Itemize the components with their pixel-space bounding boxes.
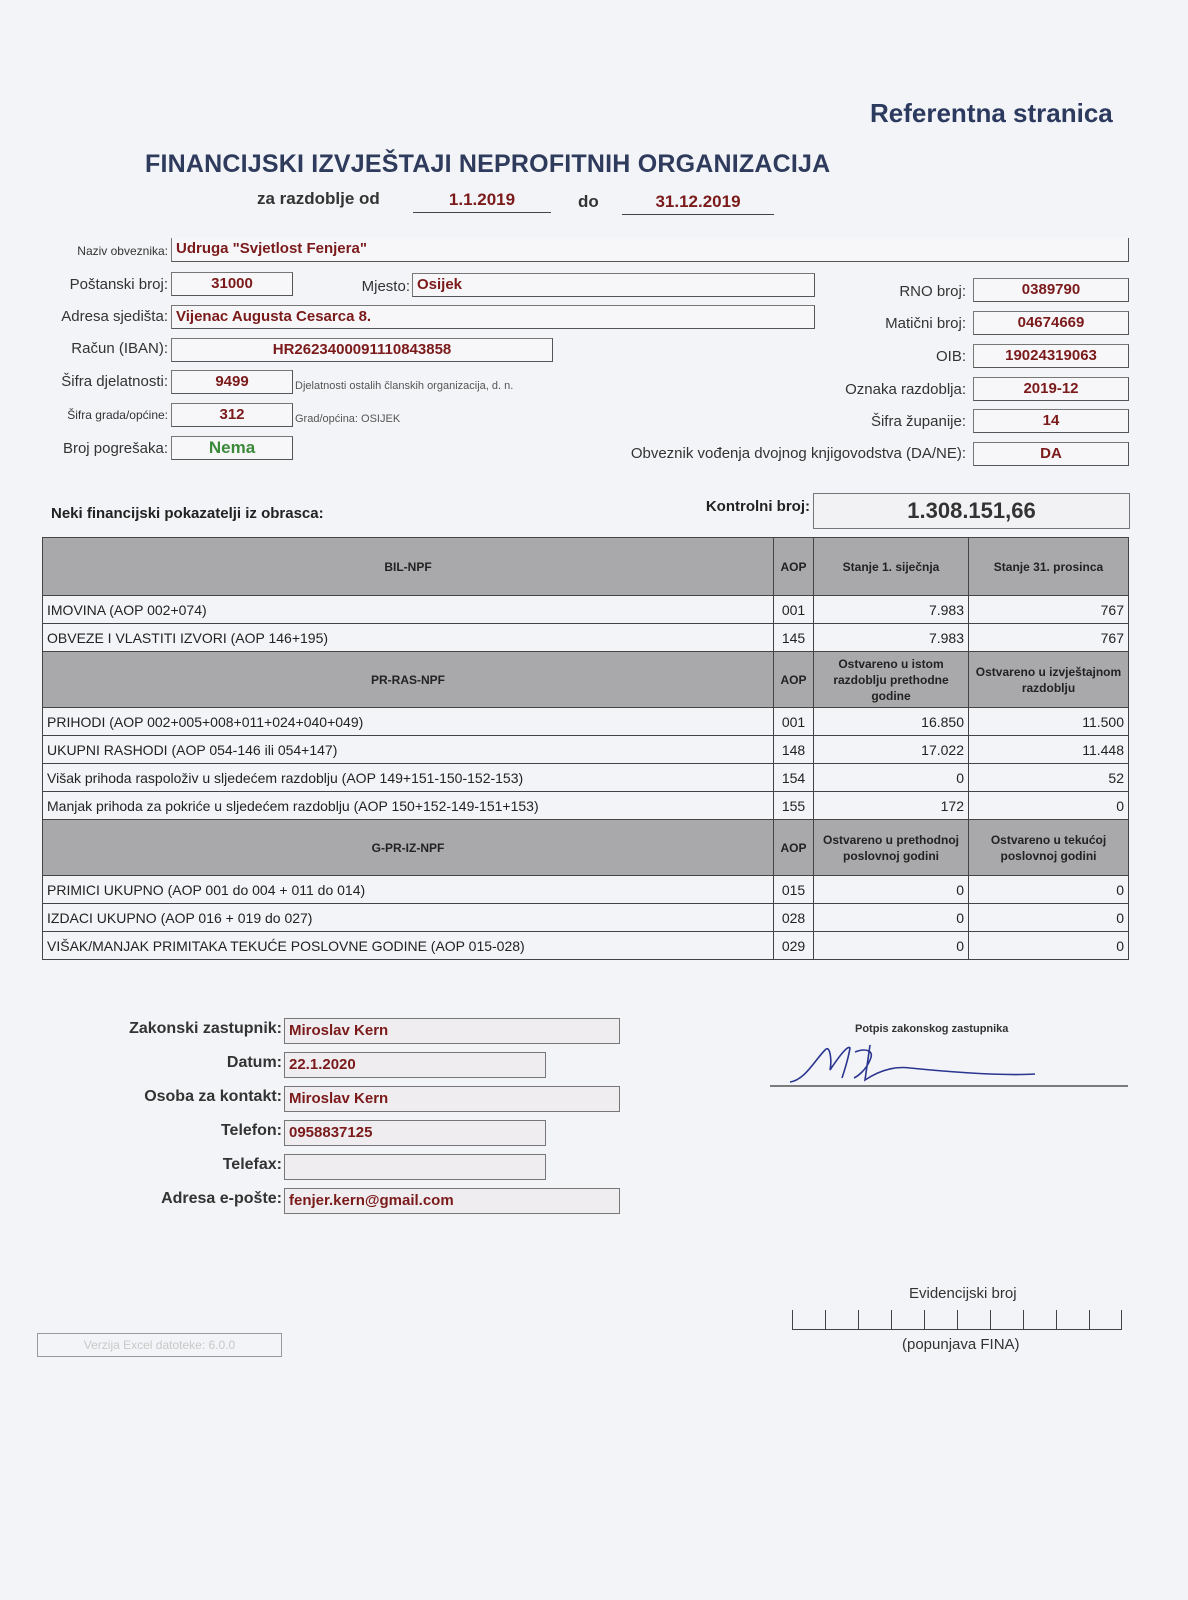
table-header-row <box>43 820 1129 876</box>
contact-field[interactable]: Miroslav Kern <box>284 1086 620 1112</box>
indicators-section-label: Neki financijski pokazatelji iz obrasca: <box>51 505 324 522</box>
mb-field[interactable]: 04674669 <box>973 311 1129 335</box>
col2-header: Ostvareno u izvještajnom razdoblju <box>969 652 1129 708</box>
name-label: Naziv obveznika: <box>77 244 168 258</box>
row-name: PRIMICI UKUPNO (AOP 001 do 004 + 011 do 014) <box>43 876 774 904</box>
signature-icon <box>770 1030 1130 1090</box>
table-row <box>43 624 1129 652</box>
row-aop: 148 <box>774 736 814 764</box>
row-value-1: 16.850 <box>814 708 969 736</box>
evid-note: (popunjava FINA) <box>902 1336 1020 1353</box>
phone-field[interactable]: 0958837125 <box>284 1120 546 1146</box>
rep-field[interactable]: Miroslav Kern <box>284 1018 620 1044</box>
table-row <box>43 736 1129 764</box>
col1-header: Ostvareno u istom razdoblju prethodne godine <box>814 652 969 708</box>
evid-label: Evidencijski broj <box>909 1285 1017 1302</box>
county-label: Šifra županije: <box>870 413 966 430</box>
email-label: Adresa e-pošte: <box>161 1190 282 1207</box>
col2-header: Stanje 31. prosinca <box>969 538 1129 596</box>
oib-field[interactable]: 19024319063 <box>973 344 1129 368</box>
row-name: Manjak prihoda za pokriće u sljedećem razdoblju (AOP 150+152-149-151+153) <box>43 792 774 820</box>
period-code-field[interactable]: 2019-12 <box>973 377 1129 401</box>
errors-label: Broj pogrešaka: <box>62 440 168 457</box>
city-field[interactable]: Osijek <box>412 273 815 297</box>
iban-field[interactable]: HR2623400091110843858 <box>171 338 553 362</box>
control-number-label: Kontrolni broj: <box>705 498 810 515</box>
row-aop: 029 <box>774 932 814 960</box>
table-row <box>43 708 1129 736</box>
row-name: IZDACI UKUPNO (AOP 016 + 019 do 027) <box>43 904 774 932</box>
table-row <box>43 904 1129 932</box>
email-field[interactable]: fenjer.kern@gmail.com <box>284 1188 620 1214</box>
col1-header: Stanje 1. siječnja <box>814 538 969 596</box>
row-aop: 028 <box>774 904 814 932</box>
aop-header: AOP <box>774 820 814 876</box>
city-code-field[interactable]: 312 <box>171 403 293 427</box>
table-row <box>43 876 1129 904</box>
row-value-1: 0 <box>814 932 969 960</box>
row-value-2: 0 <box>969 876 1129 904</box>
fax-field[interactable] <box>284 1154 546 1180</box>
date-field[interactable]: 22.1.2020 <box>284 1052 546 1078</box>
reference-page-label: Referentna stranica <box>870 98 1113 128</box>
mb-label: Matični broj: <box>885 315 966 332</box>
row-value-2: 0 <box>969 792 1129 820</box>
table-row <box>43 932 1129 960</box>
row-value-2: 767 <box>969 596 1129 624</box>
row-name: UKUPNI RASHODI (AOP 054-146 ili 054+147) <box>43 736 774 764</box>
col2-header: Ostvareno u tekućoj poslovnoj godini <box>969 820 1129 876</box>
row-value-2: 0 <box>969 904 1129 932</box>
row-aop: 145 <box>774 624 814 652</box>
table-row <box>43 596 1129 624</box>
row-value-2: 767 <box>969 624 1129 652</box>
row-name: VIŠAK/MANJAK PRIMITAKA TEKUĆE POSLOVNE GODINE (AOP 015-028) <box>43 932 774 960</box>
row-value-2: 11.448 <box>969 736 1129 764</box>
gpr-header: G-PR-IZ-NPF <box>43 820 774 876</box>
control-number-field: 1.308.151,66 <box>813 493 1130 529</box>
version-label: Verzija Excel datoteke: 6.0.0 <box>37 1333 282 1357</box>
city-code-label: Šifra grada/općine: <box>67 408 168 422</box>
bil-header: BIL-NPF <box>43 538 774 596</box>
activity-description: Djelatnosti ostalih članskih organizacija, d. n. <box>295 380 514 392</box>
row-value-2: 0 <box>969 932 1129 960</box>
row-name: IMOVINA (AOP 002+074) <box>43 596 774 624</box>
errors-field: Nema <box>171 436 293 460</box>
period-code-label: Oznaka razdoblja: <box>845 381 966 398</box>
table-header-row <box>43 538 1129 596</box>
table-row <box>43 792 1129 820</box>
aop-header: AOP <box>774 538 814 596</box>
rep-label: Zakonski zastupnik: <box>129 1020 282 1037</box>
row-value-1: 7.983 <box>814 596 969 624</box>
row-value-2: 11.500 <box>969 708 1129 736</box>
period-to-value: 31.12.2019 <box>622 192 774 215</box>
row-value-1: 0 <box>814 904 969 932</box>
rno-label: RNO broj: <box>899 283 966 300</box>
double-entry-field[interactable]: DA <box>973 442 1129 466</box>
contact-label: Osoba za kontakt: <box>144 1088 282 1105</box>
address-field[interactable]: Vijenac Augusta Cesarca 8. <box>171 305 815 329</box>
row-name: Višak prihoda raspoloživ u sljedećem razdoblju (AOP 149+151-150-152-153) <box>43 764 774 792</box>
row-value-1: 172 <box>814 792 969 820</box>
row-value-2: 52 <box>969 764 1129 792</box>
page-title: FINANCIJSKI IZVJEŠTAJI NEPROFITNIH ORGANIZACIJA <box>145 150 831 178</box>
iban-label: Račun (IBAN): <box>71 340 168 357</box>
row-value-1: 7.983 <box>814 624 969 652</box>
financial-indicators-table <box>42 537 1129 960</box>
city-description: Grad/općina: OSIJEK <box>295 413 401 425</box>
name-field[interactable]: Udruga "Svjetlost Fenjera" <box>171 238 1129 262</box>
postal-field[interactable]: 31000 <box>171 272 293 296</box>
row-name: PRIHODI (AOP 002+005+008+011+024+040+049) <box>43 708 774 736</box>
row-name: OBVEZE I VLASTITI IZVORI (AOP 146+195) <box>43 624 774 652</box>
col1-header: Ostvareno u prethodnoj poslovnoj godini <box>814 820 969 876</box>
phone-label: Telefon: <box>220 1122 282 1139</box>
city-label: Mjesto: <box>361 278 410 295</box>
period-from-label: za razdoblje od <box>257 189 380 208</box>
county-field[interactable]: 14 <box>973 409 1129 433</box>
row-value-1: 17.022 <box>814 736 969 764</box>
row-aop: 001 <box>774 596 814 624</box>
postal-label: Poštanski broj: <box>69 276 168 293</box>
address-label: Adresa sjedišta: <box>61 308 168 325</box>
row-value-1: 0 <box>814 876 969 904</box>
row-value-1: 0 <box>814 764 969 792</box>
period-to-label: do <box>578 192 599 211</box>
row-aop: 001 <box>774 708 814 736</box>
period-from-value: 1.1.2019 <box>413 190 551 213</box>
aop-header: AOP <box>774 652 814 708</box>
row-aop: 154 <box>774 764 814 792</box>
activity-code-field[interactable]: 9499 <box>171 370 293 394</box>
signature-label: Potpis zakonskog zastupnika <box>855 1023 1009 1035</box>
pr-header: PR-RAS-NPF <box>43 652 774 708</box>
activity-code-label: Šifra djelatnosti: <box>61 373 168 390</box>
oib-label: OIB: <box>935 348 966 365</box>
table-header-row <box>43 652 1129 708</box>
rno-field[interactable]: 0389790 <box>973 278 1129 302</box>
date-label: Datum: <box>226 1054 282 1071</box>
row-aop: 155 <box>774 792 814 820</box>
fax-label: Telefax: <box>222 1156 282 1173</box>
row-aop: 015 <box>774 876 814 904</box>
table-row <box>43 764 1129 792</box>
double-entry-label: Obveznik vođenja dvojnog knjigovodstva (DA/NE): <box>630 445 966 462</box>
